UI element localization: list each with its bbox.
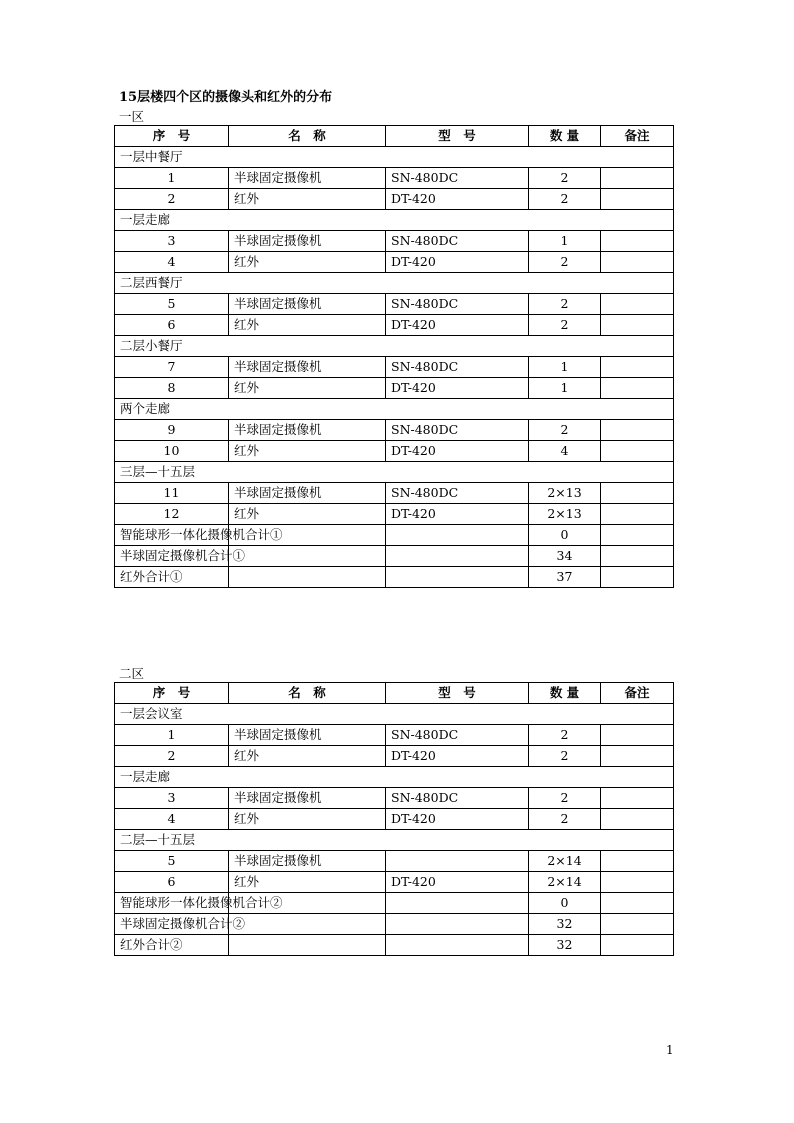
row-model: DT-420 bbox=[386, 378, 529, 399]
row-model: DT-420 bbox=[386, 504, 529, 525]
header-name: 名 称 bbox=[229, 126, 386, 147]
row-note bbox=[601, 252, 674, 273]
row-name: 半球固定摄像机 bbox=[229, 294, 386, 315]
section-row bbox=[115, 273, 674, 294]
table-row bbox=[115, 788, 674, 809]
row-note bbox=[601, 420, 674, 441]
total-row bbox=[115, 567, 674, 588]
row-note bbox=[601, 788, 674, 809]
row-seq: 11 bbox=[115, 483, 229, 504]
row-note bbox=[601, 168, 674, 189]
header-qty: 数 量 bbox=[529, 683, 601, 704]
total-label: 半球固定摄像机合计① bbox=[115, 546, 229, 567]
row-qty: 2×13 bbox=[529, 504, 601, 525]
zone-2-label: 二区 bbox=[119, 666, 145, 681]
section-title: 一层走廊 bbox=[115, 210, 674, 231]
row-note bbox=[601, 231, 674, 252]
total-row bbox=[115, 893, 674, 914]
row-model: SN-480DC bbox=[386, 420, 529, 441]
row-model: SN-480DC bbox=[386, 294, 529, 315]
table-row bbox=[115, 168, 674, 189]
header-seq: 序 号 bbox=[115, 126, 229, 147]
row-qty: 2 bbox=[529, 189, 601, 210]
row-name: 红外 bbox=[229, 378, 386, 399]
row-note bbox=[601, 378, 674, 399]
row-name: 半球固定摄像机 bbox=[229, 420, 386, 441]
row-seq: 6 bbox=[115, 315, 229, 336]
row-name: 半球固定摄像机 bbox=[229, 725, 386, 746]
section-title: 三层—十五层 bbox=[115, 462, 674, 483]
row-name: 红外 bbox=[229, 315, 386, 336]
row-seq: 4 bbox=[115, 809, 229, 830]
page-number: 1 bbox=[666, 1043, 674, 1057]
row-model: SN-480DC bbox=[386, 725, 529, 746]
row-note bbox=[601, 315, 674, 336]
row-note bbox=[601, 357, 674, 378]
table-row bbox=[115, 315, 674, 336]
section-row bbox=[115, 210, 674, 231]
total-empty-name bbox=[229, 935, 386, 956]
row-name: 半球固定摄像机 bbox=[229, 168, 386, 189]
section-title: 一层中餐厅 bbox=[115, 147, 674, 168]
row-qty: 2 bbox=[529, 168, 601, 189]
row-name: 半球固定摄像机 bbox=[229, 483, 386, 504]
row-note bbox=[601, 746, 674, 767]
table-row bbox=[115, 189, 674, 210]
row-name: 红外 bbox=[229, 441, 386, 462]
row-model: SN-480DC bbox=[386, 231, 529, 252]
row-seq: 6 bbox=[115, 872, 229, 893]
row-qty: 2 bbox=[529, 809, 601, 830]
row-note bbox=[601, 851, 674, 872]
table-row bbox=[115, 725, 674, 746]
row-qty: 2×14 bbox=[529, 851, 601, 872]
section-row bbox=[115, 767, 674, 788]
section-title: 二层—十五层 bbox=[115, 830, 674, 851]
row-name: 红外 bbox=[229, 809, 386, 830]
total-empty-note bbox=[601, 914, 674, 935]
section-title: 二层小餐厅 bbox=[115, 336, 674, 357]
row-seq: 2 bbox=[115, 189, 229, 210]
row-name: 红外 bbox=[229, 189, 386, 210]
section-row bbox=[115, 336, 674, 357]
row-note bbox=[601, 504, 674, 525]
zone-1-table bbox=[114, 125, 674, 588]
table-row bbox=[115, 357, 674, 378]
total-value: 0 bbox=[529, 893, 601, 914]
total-label: 红外合计① bbox=[115, 567, 229, 588]
row-qty: 2 bbox=[529, 725, 601, 746]
row-note bbox=[601, 189, 674, 210]
row-note bbox=[601, 872, 674, 893]
row-model: DT-420 bbox=[386, 252, 529, 273]
total-label: 红外合计② bbox=[115, 935, 229, 956]
header-qty: 数 量 bbox=[529, 126, 601, 147]
row-seq: 1 bbox=[115, 725, 229, 746]
row-name: 红外 bbox=[229, 872, 386, 893]
row-qty: 2×13 bbox=[529, 483, 601, 504]
total-empty-note bbox=[601, 893, 674, 914]
total-empty-model bbox=[386, 893, 529, 914]
row-model: DT-420 bbox=[386, 872, 529, 893]
table-row bbox=[115, 872, 674, 893]
section-title: 一层走廊 bbox=[115, 767, 674, 788]
total-label: 智能球形一体化摄像机合计① bbox=[115, 525, 229, 546]
row-seq: 5 bbox=[115, 851, 229, 872]
row-model: DT-420 bbox=[386, 189, 529, 210]
table-row bbox=[115, 504, 674, 525]
row-note bbox=[601, 809, 674, 830]
section-row bbox=[115, 704, 674, 725]
row-note bbox=[601, 441, 674, 462]
row-qty: 2 bbox=[529, 746, 601, 767]
total-empty-name bbox=[229, 567, 386, 588]
row-note bbox=[601, 725, 674, 746]
total-value: 34 bbox=[529, 546, 601, 567]
row-seq: 5 bbox=[115, 294, 229, 315]
header-model: 型 号 bbox=[386, 683, 529, 704]
table-row bbox=[115, 483, 674, 504]
document-title: 15层楼四个区的摄像头和红外的分布 bbox=[119, 90, 333, 105]
total-empty-note bbox=[601, 525, 674, 546]
header-name: 名 称 bbox=[229, 683, 386, 704]
row-qty: 1 bbox=[529, 378, 601, 399]
table-row bbox=[115, 231, 674, 252]
row-model bbox=[386, 851, 529, 872]
row-qty: 2 bbox=[529, 788, 601, 809]
row-name: 半球固定摄像机 bbox=[229, 851, 386, 872]
header-note: 备注 bbox=[601, 126, 674, 147]
row-seq: 10 bbox=[115, 441, 229, 462]
row-qty: 2 bbox=[529, 252, 601, 273]
table-row bbox=[115, 746, 674, 767]
table-row bbox=[115, 378, 674, 399]
row-seq: 12 bbox=[115, 504, 229, 525]
total-empty-model bbox=[386, 914, 529, 935]
table-row bbox=[115, 441, 674, 462]
section-title: 两个走廊 bbox=[115, 399, 674, 420]
row-name: 红外 bbox=[229, 504, 386, 525]
total-empty-name bbox=[229, 914, 386, 935]
section-row bbox=[115, 399, 674, 420]
row-qty: 1 bbox=[529, 357, 601, 378]
row-note bbox=[601, 294, 674, 315]
total-empty-model bbox=[386, 546, 529, 567]
header-row bbox=[115, 126, 674, 147]
row-model: SN-480DC bbox=[386, 357, 529, 378]
section-row bbox=[115, 147, 674, 168]
total-row bbox=[115, 935, 674, 956]
row-qty: 2 bbox=[529, 294, 601, 315]
header-model: 型 号 bbox=[386, 126, 529, 147]
table-row bbox=[115, 420, 674, 441]
row-name: 红外 bbox=[229, 252, 386, 273]
row-seq: 3 bbox=[115, 788, 229, 809]
total-row bbox=[115, 546, 674, 567]
row-qty: 2 bbox=[529, 315, 601, 336]
row-seq: 8 bbox=[115, 378, 229, 399]
row-model: DT-420 bbox=[386, 315, 529, 336]
zone-2-table bbox=[114, 682, 674, 956]
table-row bbox=[115, 294, 674, 315]
total-value: 32 bbox=[529, 914, 601, 935]
total-row bbox=[115, 525, 674, 546]
total-label: 智能球形一体化摄像机合计② bbox=[115, 893, 229, 914]
row-seq: 9 bbox=[115, 420, 229, 441]
total-empty-name bbox=[229, 546, 386, 567]
total-value: 0 bbox=[529, 525, 601, 546]
header-note: 备注 bbox=[601, 683, 674, 704]
header-row bbox=[115, 683, 674, 704]
row-model: SN-480DC bbox=[386, 483, 529, 504]
total-empty-model bbox=[386, 935, 529, 956]
row-seq: 2 bbox=[115, 746, 229, 767]
row-seq: 7 bbox=[115, 357, 229, 378]
section-title: 一层会议室 bbox=[115, 704, 674, 725]
table-row bbox=[115, 252, 674, 273]
row-qty: 4 bbox=[529, 441, 601, 462]
table-row bbox=[115, 809, 674, 830]
row-name: 半球固定摄像机 bbox=[229, 357, 386, 378]
row-name: 红外 bbox=[229, 746, 386, 767]
row-seq: 1 bbox=[115, 168, 229, 189]
total-empty-note bbox=[601, 546, 674, 567]
total-value: 32 bbox=[529, 935, 601, 956]
section-title: 二层西餐厅 bbox=[115, 273, 674, 294]
total-empty-model bbox=[386, 525, 529, 546]
row-model: DT-420 bbox=[386, 746, 529, 767]
row-qty: 2×14 bbox=[529, 872, 601, 893]
row-model: DT-420 bbox=[386, 809, 529, 830]
row-seq: 3 bbox=[115, 231, 229, 252]
row-qty: 1 bbox=[529, 231, 601, 252]
row-name: 半球固定摄像机 bbox=[229, 231, 386, 252]
total-empty-note bbox=[601, 935, 674, 956]
row-name: 半球固定摄像机 bbox=[229, 788, 386, 809]
total-empty-note bbox=[601, 567, 674, 588]
row-seq: 4 bbox=[115, 252, 229, 273]
section-row bbox=[115, 830, 674, 851]
total-value: 37 bbox=[529, 567, 601, 588]
row-model: DT-420 bbox=[386, 441, 529, 462]
total-empty-model bbox=[386, 567, 529, 588]
section-row bbox=[115, 462, 674, 483]
total-row bbox=[115, 914, 674, 935]
row-model: SN-480DC bbox=[386, 168, 529, 189]
row-qty: 2 bbox=[529, 420, 601, 441]
zone-1-label: 一区 bbox=[119, 109, 145, 124]
header-seq: 序 号 bbox=[115, 683, 229, 704]
row-model: SN-480DC bbox=[386, 788, 529, 809]
total-label: 半球固定摄像机合计② bbox=[115, 914, 229, 935]
row-note bbox=[601, 483, 674, 504]
table-row bbox=[115, 851, 674, 872]
